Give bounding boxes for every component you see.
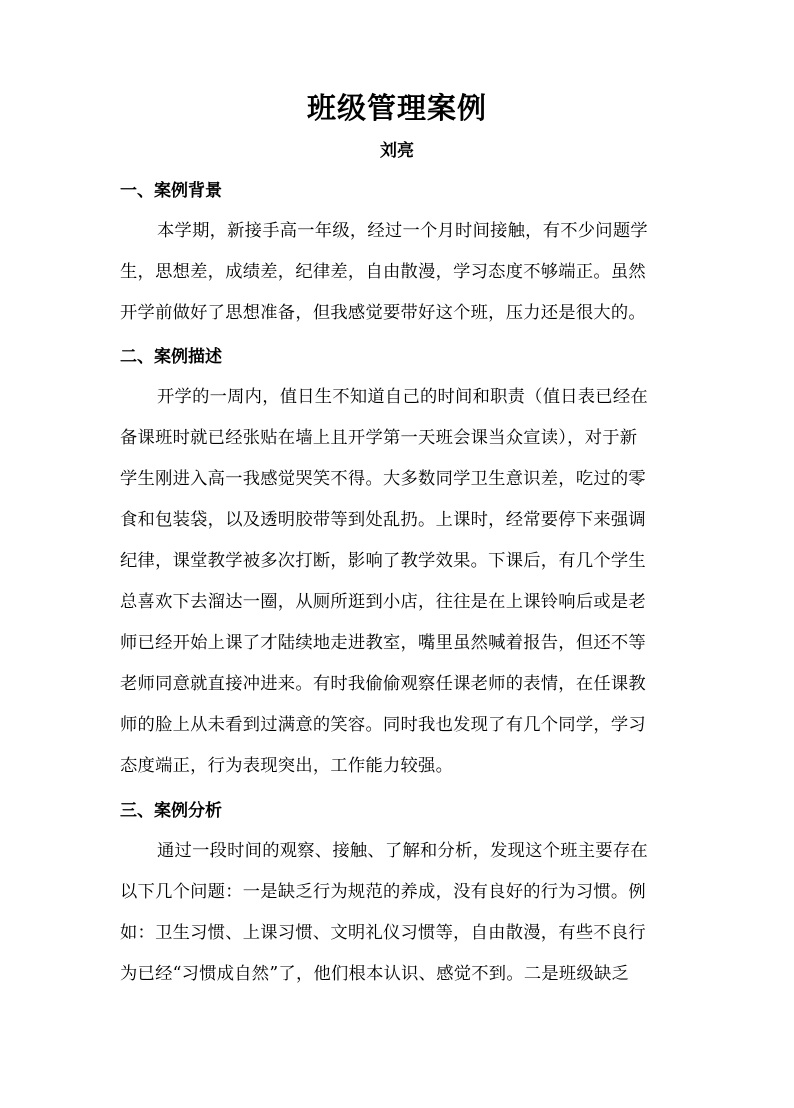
section-heading-background: 一、案例背景 (120, 181, 222, 201)
document-title: 班级管理案例 (306, 91, 487, 125)
paragraph-line: 如：卫生习惯、上课习惯、文明礼仪习惯等，自由散漫，有些不良行 (120, 923, 646, 943)
paragraph-line: 学生刚进入高一我感觉哭笑不得。大多数同学卫生意识差，吃过的零 (120, 469, 646, 489)
paragraph-line: 师已经开始上课了才陆续地走进教室，嘴里虽然喊着报告，但还不等 (120, 633, 646, 653)
paragraph-line: 通过一段时间的观察、接触、了解和分析，发现这个班主要存在 (157, 841, 648, 861)
paragraph-line: 生，思想差，成绩差，纪律差，自由散漫，学习态度不够端正。虽然 (120, 262, 646, 282)
section-heading-description: 二、案例描述 (120, 347, 222, 367)
paragraph-line: 老师同意就直接冲进来。有时我偷偷观察任课老师的表情，在任课教 (120, 674, 646, 694)
paragraph-line: 开学的一周内，值日生不知道自己的时间和职责（值日表已经在 (157, 387, 648, 407)
paragraph-line: 纪律，课堂教学被多次打断，影响了教学效果。下课后，有几个学生 (120, 551, 646, 571)
paragraph-line: 师的脸上从未看到过满意的笑容。同时我也发现了有几个同学，学习 (120, 715, 646, 735)
paragraph-line: 为已经“习惯成自然”了，他们根本认识、感觉不到。二是班级缺乏 (120, 964, 630, 984)
section-heading-analysis: 三、案例分析 (120, 801, 222, 821)
paragraph-line: 备课班时就已经张贴在墙上且开学第一天班会课当众宣读），对于新 (120, 428, 638, 448)
paragraph-line: 食和包装袋，以及透明胶带等到处乱扔。上课时，经常要停下来强调 (120, 510, 646, 530)
paragraph-line: 以下几个问题：一是缺乏行为规范的养成，没有良好的行为习惯。例 (120, 882, 646, 902)
document-author: 刘亮 (380, 141, 414, 161)
paragraph-line: 总喜欢下去溜达一圈，从厕所逛到小店，往往是在上课铃响后或是老 (120, 592, 646, 612)
paragraph-line: 开学前做好了思想准备，但我感觉要带好这个班，压力还是很大的。 (120, 303, 646, 323)
paragraph-line: 态度端正，行为表现突出，工作能力较强。 (120, 756, 454, 776)
paragraph-line: 本学期，新接手高一年级，经过一个月时间接触，有不少问题学 (157, 221, 648, 241)
